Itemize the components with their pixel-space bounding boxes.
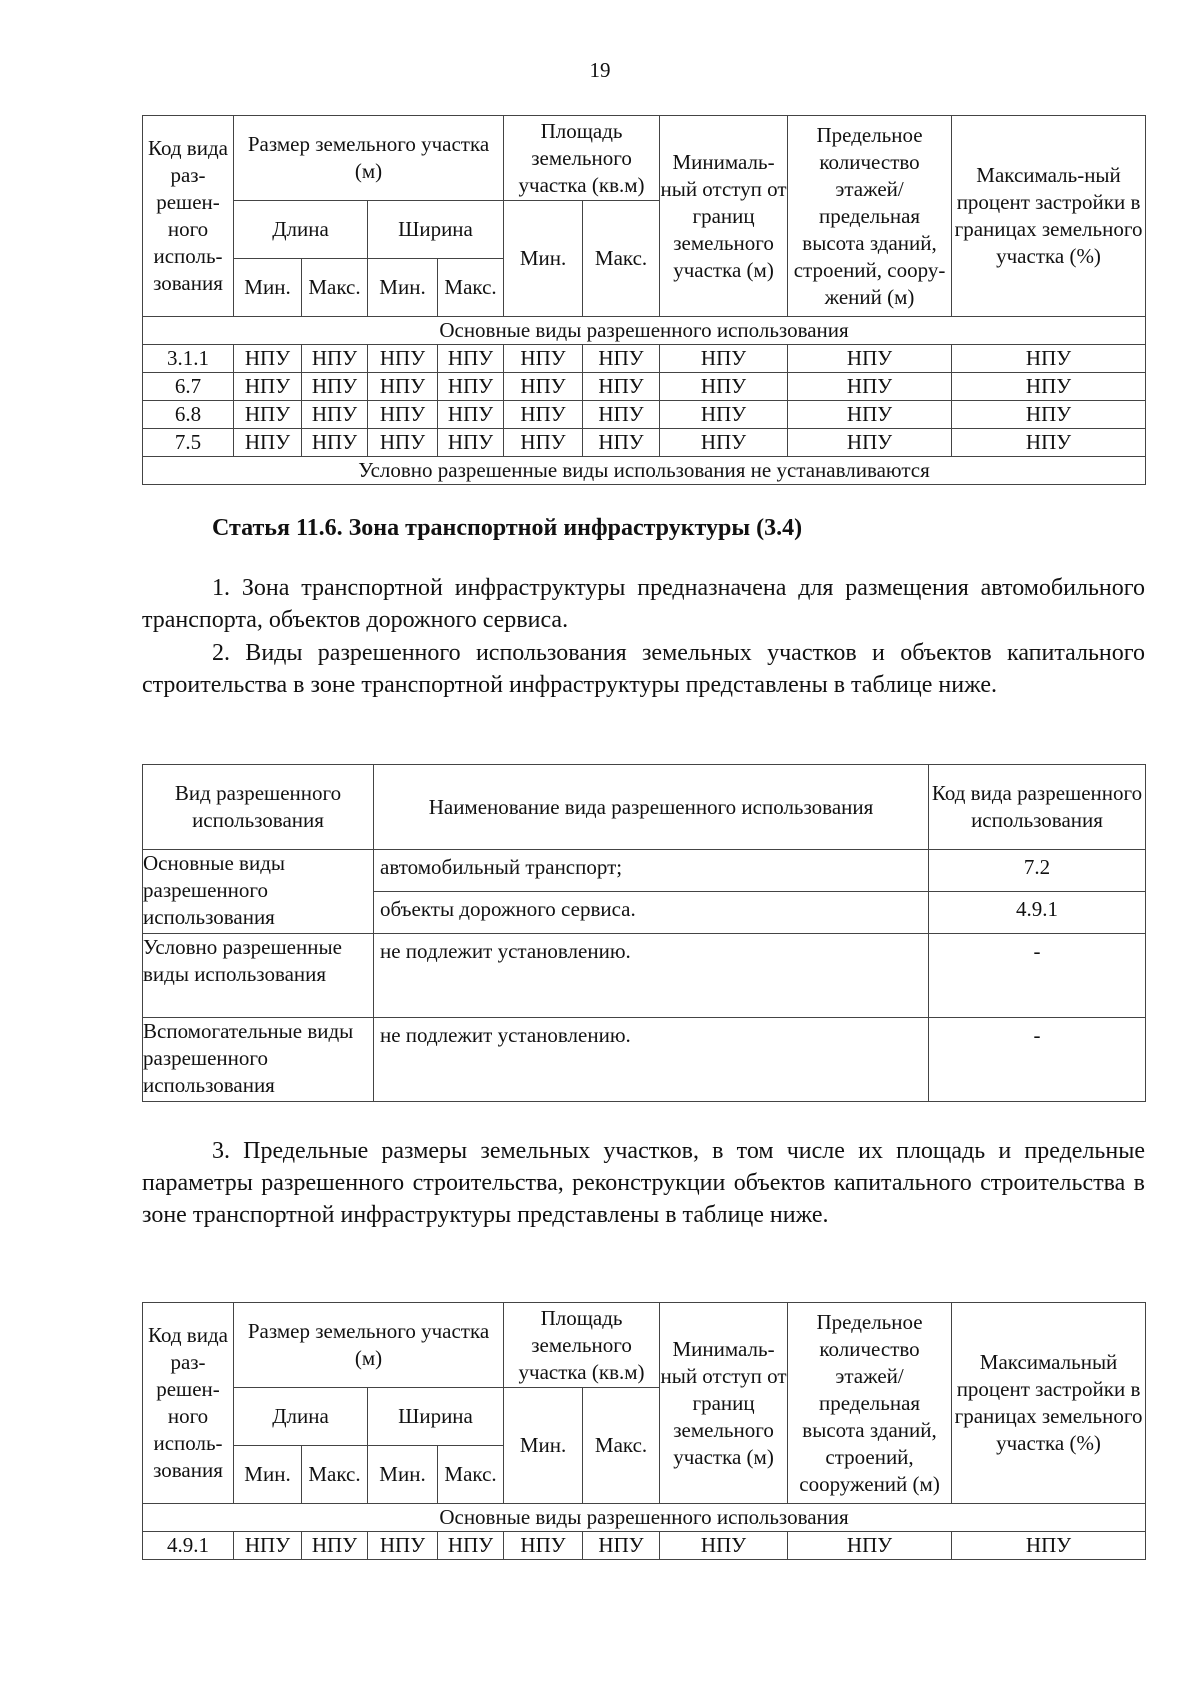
header-width: Ширина xyxy=(368,201,504,259)
cell: НПУ xyxy=(302,373,368,401)
header-percent: Максимальный процент застройки в границах земельного участка (%) xyxy=(952,1303,1146,1504)
header-length: Длина xyxy=(234,1388,368,1446)
header-area-min: Мин. xyxy=(504,1388,583,1504)
conditional-use-code: - xyxy=(929,934,1146,1018)
cell: НПУ xyxy=(234,401,302,429)
header-area: Площадь земельного участка (кв.м) xyxy=(504,116,660,201)
cell: НПУ xyxy=(504,1532,583,1560)
cell: НПУ xyxy=(504,373,583,401)
header-width-max: Макс. xyxy=(438,259,504,317)
cell: НПУ xyxy=(438,429,504,457)
header-area: Площадь земельного участка (кв.м) xyxy=(504,1303,660,1388)
cell: НПУ xyxy=(302,345,368,373)
header-code: Код вида раз-решен-ного исполь-зования xyxy=(143,116,234,317)
main-uses-label: Основные виды разрешенного использования xyxy=(143,850,374,934)
use-name: автомобильный транспорт; xyxy=(374,850,929,892)
use-code: 7.2 xyxy=(929,850,1146,892)
paragraph-2: 2. Виды разрешенного использования земельных участков и объектов капитального строительства в зоне транспортной инфраструктуры представлены в таблице ниже. xyxy=(142,640,1145,698)
cell: НПУ xyxy=(660,373,788,401)
cell: НПУ xyxy=(234,373,302,401)
header-setback: Минималь-ный отступ от границ земельного участка (м) xyxy=(660,116,788,317)
cell: НПУ xyxy=(302,1532,368,1560)
cell: НПУ xyxy=(788,373,952,401)
cell: НПУ xyxy=(660,345,788,373)
row-code: 6.8 xyxy=(143,401,234,429)
auxiliary-use-name: не подлежит установлению. xyxy=(374,1018,929,1102)
page-number: 19 xyxy=(589,58,611,82)
land-parameters-table-1 xyxy=(142,115,1146,485)
table-row xyxy=(143,345,1146,373)
cell: НПУ xyxy=(368,1532,438,1560)
row-code: 7.5 xyxy=(143,429,234,457)
cell: НПУ xyxy=(504,429,583,457)
header-code: Код вида раз-решен-ного исполь-зования xyxy=(143,1303,234,1504)
cell: НПУ xyxy=(583,373,660,401)
cell: НПУ xyxy=(583,1532,660,1560)
cell: НПУ xyxy=(438,373,504,401)
paragraph-3: 3. Предельные размеры земельных участков, в том числе их площадь и предельные параметры разрешенного строительства, реконструкции объектов капитального строительства в зоне транспортной инфраструктуры представлены в таблице ниже. xyxy=(142,1138,1145,1228)
header-floors: Предельное количество этажей/ предельная высота зданий, строений, сооружений (м) xyxy=(788,1303,952,1504)
header-area-min: Мин. xyxy=(504,201,583,317)
cell: НПУ xyxy=(583,345,660,373)
header-length-min: Мин. xyxy=(234,259,302,317)
header-width-min: Мин. xyxy=(368,1446,438,1504)
cell: НПУ xyxy=(952,373,1146,401)
cell: НПУ xyxy=(438,401,504,429)
header-size: Размер земельного участка (м) xyxy=(234,1303,504,1388)
cell: НПУ xyxy=(788,345,952,373)
cell: НПУ xyxy=(504,345,583,373)
header-length-max: Макс. xyxy=(302,1446,368,1504)
permitted-uses-table xyxy=(142,764,1146,1102)
header-percent: Максималь-ный процент застройки в границах земельного участка (%) xyxy=(952,116,1146,317)
use-code: 4.9.1 xyxy=(929,892,1146,934)
auxiliary-uses-label: Вспомогательные виды разрешенного использования xyxy=(143,1018,374,1102)
cell: НПУ xyxy=(368,345,438,373)
header-width-min: Мин. xyxy=(368,259,438,317)
cell: НПУ xyxy=(583,429,660,457)
cell: НПУ xyxy=(660,429,788,457)
cell: НПУ xyxy=(660,1532,788,1560)
table-row xyxy=(143,1532,1146,1560)
cell: НПУ xyxy=(368,429,438,457)
conditional-use-name: не подлежит установлению. xyxy=(374,934,929,1018)
row-code: 6.7 xyxy=(143,373,234,401)
cell: НПУ xyxy=(234,1532,302,1560)
header-length: Длина xyxy=(234,201,368,259)
cell: НПУ xyxy=(952,401,1146,429)
cell: НПУ xyxy=(368,373,438,401)
table-row xyxy=(143,429,1146,457)
cell: НПУ xyxy=(788,401,952,429)
cell: НПУ xyxy=(234,345,302,373)
header-area-max: Макс. xyxy=(583,201,660,317)
auxiliary-use-code: - xyxy=(929,1018,1146,1102)
header-width: Ширина xyxy=(368,1388,504,1446)
header-use-name: Наименование вида разрешенного использования xyxy=(374,765,929,850)
cell: НПУ xyxy=(952,345,1146,373)
cell: НПУ xyxy=(234,429,302,457)
row-code: 3.1.1 xyxy=(143,345,234,373)
table-row xyxy=(143,373,1146,401)
land-parameters-table-2 xyxy=(142,1302,1146,1560)
header-area-max: Макс. xyxy=(583,1388,660,1504)
conditional-uses-label: Условно разрешенные виды использования xyxy=(143,934,374,1018)
article-heading: Статья 11.6. Зона транспортной инфраструктуры (3.4) xyxy=(212,515,803,541)
header-size: Размер земельного участка (м) xyxy=(234,116,504,201)
table-row xyxy=(143,401,1146,429)
cell: НПУ xyxy=(952,429,1146,457)
use-name: объекты дорожного сервиса. xyxy=(374,892,929,934)
header-width-max: Макс. xyxy=(438,1446,504,1504)
header-length-max: Макс. xyxy=(302,259,368,317)
cell: НПУ xyxy=(302,401,368,429)
header-use-type: Вид разрешенного использования xyxy=(143,765,374,850)
cell: НПУ xyxy=(302,429,368,457)
section-main-uses: Основные виды разрешенного использования xyxy=(143,1504,1146,1532)
cell: НПУ xyxy=(952,1532,1146,1560)
row-code: 4.9.1 xyxy=(143,1532,234,1560)
cell: НПУ xyxy=(788,429,952,457)
cell: НПУ xyxy=(438,345,504,373)
cell: НПУ xyxy=(438,1532,504,1560)
cell: НПУ xyxy=(583,401,660,429)
header-setback: Минималь-ный отступ от границ земельного участка (м) xyxy=(660,1303,788,1504)
header-use-code: Код вида разрешенного использования xyxy=(929,765,1146,850)
cell: НПУ xyxy=(368,401,438,429)
paragraph-1: 1. Зона транспортной инфраструктуры предназначена для размещения автомобильного транспорта, объектов дорожного сервиса. xyxy=(142,575,1145,633)
section-conditional-note: Условно разрешенные виды использования не устанавливаются xyxy=(143,457,1146,485)
header-floors: Предельное количество этажей/ предельная высота зданий, строений, соору-жений (м) xyxy=(788,116,952,317)
cell: НПУ xyxy=(788,1532,952,1560)
cell: НПУ xyxy=(660,401,788,429)
section-main-uses: Основные виды разрешенного использования xyxy=(143,317,1146,345)
header-length-min: Мин. xyxy=(234,1446,302,1504)
cell: НПУ xyxy=(504,401,583,429)
